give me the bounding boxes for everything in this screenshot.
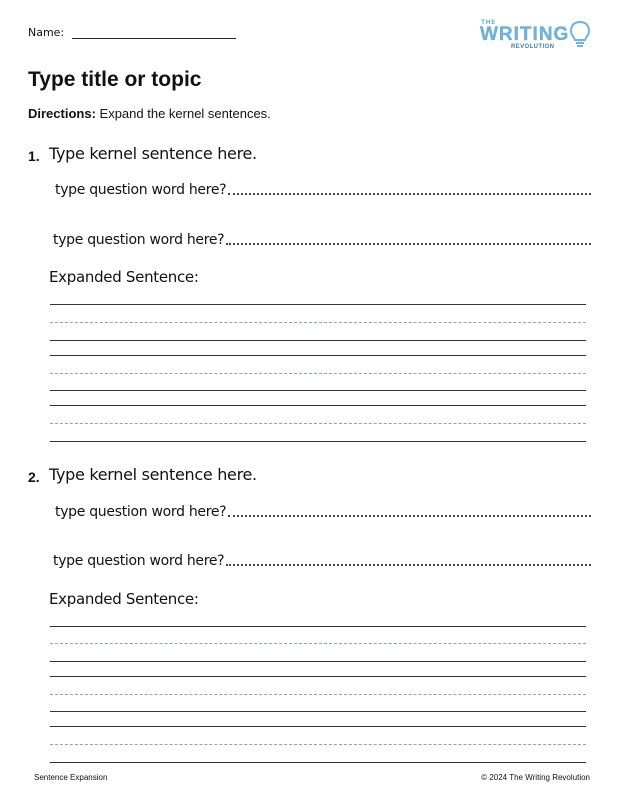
page-title[interactable]: Type title or topic <box>28 68 202 91</box>
writing-line <box>50 340 586 341</box>
writing-line <box>50 626 586 627</box>
name-field <box>28 26 236 39</box>
writing-midline <box>50 744 586 745</box>
writing-midline <box>50 423 586 424</box>
question-word: type question word here? <box>55 182 227 198</box>
dotted-answer-line <box>226 563 591 566</box>
item-number: 1. <box>28 148 40 164</box>
question-row[interactable] <box>53 553 591 569</box>
footer-copyright: © 2024 The Writing Revolution <box>481 773 590 782</box>
dotted-answer-line <box>228 192 591 195</box>
logo-revolution-text: REVOLUTION <box>511 44 555 50</box>
kernel-sentence[interactable]: Type kernel sentence here. <box>49 465 257 484</box>
writing-line <box>50 304 586 305</box>
directions-text: Expand the kernel sentences. <box>95 106 271 121</box>
writing-midline <box>50 643 586 644</box>
item-number: 2. <box>28 469 40 485</box>
directions-label: Directions: <box>28 106 96 121</box>
kernel-sentence[interactable]: Type kernel sentence here. <box>49 144 257 163</box>
question-word: type question word here? <box>53 232 225 248</box>
writing-line <box>50 762 586 763</box>
dotted-answer-line <box>228 514 591 517</box>
question-row[interactable] <box>55 182 591 198</box>
writing-line <box>50 405 586 406</box>
logo-writing-text: WRITING <box>480 24 570 45</box>
logo-the-text: THE <box>481 19 496 26</box>
writing-line <box>50 390 586 391</box>
directions <box>28 106 271 121</box>
name-input-line[interactable] <box>72 26 236 39</box>
writing-line <box>50 676 586 677</box>
writing-midline <box>50 373 586 374</box>
lightbulb-icon <box>570 20 590 50</box>
question-word: type question word here? <box>55 504 227 520</box>
name-label: Name: <box>28 26 65 39</box>
question-row[interactable] <box>55 504 591 520</box>
question-word: type question word here? <box>53 553 225 569</box>
question-row[interactable] <box>53 232 591 248</box>
writing-line <box>50 355 586 356</box>
writing-midline <box>50 322 586 323</box>
footer-title: Sentence Expansion <box>34 773 108 782</box>
writing-line <box>50 711 586 712</box>
writing-line <box>50 726 586 727</box>
writing-revolution-logo <box>478 18 592 54</box>
dotted-answer-line <box>226 242 591 245</box>
expanded-sentence-label: Expanded Sentence: <box>49 590 199 608</box>
expanded-sentence-label: Expanded Sentence: <box>49 268 199 286</box>
writing-line <box>50 441 586 442</box>
writing-line <box>50 661 586 662</box>
writing-midline <box>50 694 586 695</box>
